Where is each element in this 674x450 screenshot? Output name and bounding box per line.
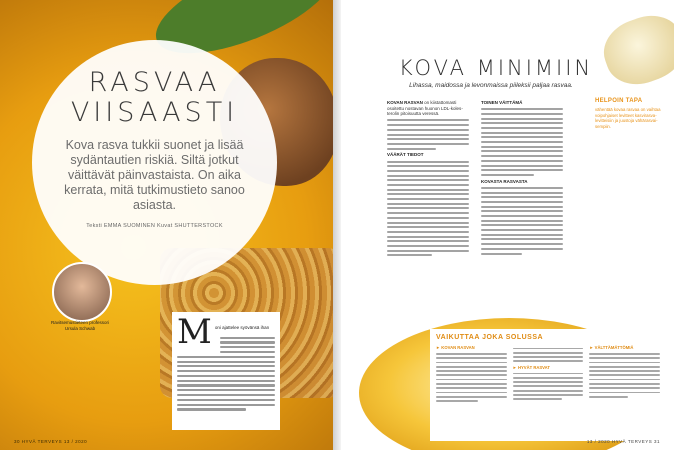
body-line (481, 210, 563, 212)
body-line (481, 243, 563, 245)
body-line (177, 356, 275, 358)
body-line (436, 357, 507, 359)
body-line (387, 119, 469, 121)
body-line (513, 356, 584, 358)
body-line (481, 174, 534, 176)
body-line (481, 238, 563, 240)
body-line (436, 392, 507, 394)
body-line (589, 353, 660, 355)
body-line (589, 379, 660, 381)
body-line (513, 385, 584, 387)
body-line (513, 352, 584, 354)
body-line (589, 357, 660, 359)
body-line (589, 383, 660, 385)
body-line (481, 132, 563, 134)
body-line (481, 127, 563, 129)
sidebar-title: HELPOIN TAPA (595, 98, 643, 104)
body-line (177, 375, 275, 377)
body-line (387, 175, 469, 177)
body-line (387, 245, 469, 247)
body-line (387, 231, 469, 233)
body-line (513, 394, 584, 396)
body-line (481, 229, 563, 231)
body-line (481, 108, 563, 110)
body-line (220, 346, 275, 348)
body-line (387, 217, 469, 219)
lead-in: KOVAN RASVAN (387, 100, 423, 105)
body-column-2 (481, 100, 563, 257)
body-line (387, 250, 469, 252)
body-line (481, 206, 563, 208)
body-line (589, 387, 660, 389)
body-line (481, 113, 563, 115)
body-line (481, 150, 563, 152)
body-column-1 (387, 100, 469, 259)
body-line (387, 236, 469, 238)
body-line (481, 136, 563, 138)
body-line (481, 224, 563, 226)
portrait-photo (52, 262, 112, 322)
intro-text-box (172, 312, 280, 430)
body-line (589, 366, 660, 368)
body-line (387, 193, 469, 195)
folio-right: 13 / 2020 HYVÄ TERVEYS 31 (586, 439, 660, 444)
body-line (387, 207, 469, 209)
folio-left: 30 HYVÄ TERVEYS 13 / 2020 (14, 439, 88, 444)
fact-column-1 (436, 345, 507, 404)
body-line (436, 366, 507, 368)
body-line (481, 122, 563, 124)
body-line (177, 384, 275, 386)
body-line (387, 184, 469, 186)
body-line (481, 192, 563, 194)
body-line (387, 179, 469, 181)
body-line (589, 396, 628, 398)
fact-lead: ► VÄLTTÄMÄTTÖMIÄ (589, 345, 634, 350)
body-line (387, 203, 469, 205)
body-line (481, 187, 563, 189)
body-line (387, 124, 469, 126)
body-line (436, 379, 507, 381)
body-line (481, 201, 563, 203)
body-line (387, 212, 469, 214)
body-line (481, 234, 563, 236)
right-page (341, 0, 674, 450)
body-line (387, 143, 469, 145)
butter-image (595, 6, 674, 94)
body-line (436, 370, 507, 372)
subhead: KOVASTA RASVASTA (481, 178, 528, 184)
body-line (513, 360, 584, 362)
body-line (387, 138, 469, 140)
drop-cap: M (177, 312, 212, 352)
body-line (589, 370, 660, 372)
body-line (589, 362, 660, 364)
body-line (436, 387, 507, 389)
body-line (177, 399, 275, 401)
byline: Teksti EMMA SUOMINEN Kuvat SHUTTERSTOCK (86, 223, 223, 229)
body-line (436, 353, 507, 355)
body-line (387, 254, 432, 256)
body-line (481, 146, 563, 148)
sidebar-tip (595, 98, 663, 129)
body-line (387, 129, 469, 131)
fact-box-title: VAIKUTTAA JOKA SOLUSSA (436, 334, 544, 341)
intro-first-words: oni ajattelee syövänsä ihan (214, 325, 270, 330)
body-line (220, 341, 275, 343)
body-line (481, 248, 563, 250)
body-line (387, 170, 469, 172)
portrait-caption: Ravitsemustieteen professori Ursula Schwab (50, 320, 110, 331)
body-line (177, 361, 275, 363)
body-line (220, 351, 275, 353)
body-line (387, 161, 469, 163)
body-line (481, 118, 563, 120)
subhead: VÄÄRÄT TIEDOT (387, 152, 424, 158)
body-line (387, 226, 469, 228)
body-line (589, 392, 660, 394)
body-line (220, 337, 275, 339)
body-line (481, 155, 563, 157)
fact-box-columns (436, 345, 660, 404)
body-line (513, 381, 584, 383)
body-line (436, 383, 507, 385)
left-page (0, 0, 333, 450)
body-line (481, 141, 563, 143)
fact-column-2 (513, 345, 584, 404)
fact-lead: ► HYVÄT RASVAT (512, 364, 550, 370)
lead-in: TOINEN VÄITTÄMÄ (481, 100, 523, 105)
body-line (177, 380, 275, 382)
body-line (387, 240, 469, 242)
body-line (177, 408, 246, 410)
body-line (589, 374, 660, 376)
body-line (513, 348, 584, 350)
body-line (177, 365, 275, 367)
fact-box (430, 329, 666, 441)
body-line (177, 389, 275, 391)
body-line (387, 189, 469, 191)
body-line (481, 160, 563, 162)
body-line (481, 253, 522, 255)
headline: KOVA MINIMIIN (398, 56, 594, 80)
fact-lead: ► KOVAN RASVAN (436, 345, 475, 350)
body-line (481, 169, 563, 171)
fact-column-3 (589, 345, 660, 404)
body-line (436, 374, 507, 376)
body-line (387, 198, 469, 200)
headline-line-1: RASVAA (88, 67, 221, 98)
gutter (333, 0, 341, 450)
body-line (387, 148, 436, 150)
title-disc (32, 40, 277, 285)
body-line (177, 370, 275, 372)
body-line (513, 373, 584, 375)
headline-line-2: VIISAASTI (70, 97, 239, 128)
body-line (436, 400, 478, 402)
body-line (177, 394, 275, 396)
deck: Lihassa, maidossa ja levonmaissa piileksii paljaa rasvaa. (409, 82, 573, 89)
body-line (481, 220, 563, 222)
body-line (387, 134, 469, 136)
body-line (481, 215, 563, 217)
body-line (513, 377, 584, 379)
body-line (436, 362, 507, 364)
deck: Kova rasva tukkii suonet ja lisää sydäntautien riskiä. Siltä jotkut väittävät päinvastaista. On aika kerrata, mitä tutkimustieto sanoo asiasta. (64, 138, 245, 212)
sidebar-text: vähentää kovaa rasvaa on vaihtaa voipohjaiset levitteet kasvirasvalevitteisiin ja juustoja vähärasvaisempiin. (595, 107, 661, 129)
body-line (436, 396, 507, 398)
body-text: on kiistattomasti osoitettu nostavan huonon LDL-kolesterolin pitoisuutta veressä. (387, 100, 463, 117)
body-line (481, 165, 563, 167)
body-line (387, 165, 469, 167)
headline (32, 68, 277, 128)
body-line (513, 390, 584, 392)
body-line (387, 222, 469, 224)
body-line (177, 404, 275, 406)
body-line (481, 196, 563, 198)
body-line (513, 398, 562, 400)
